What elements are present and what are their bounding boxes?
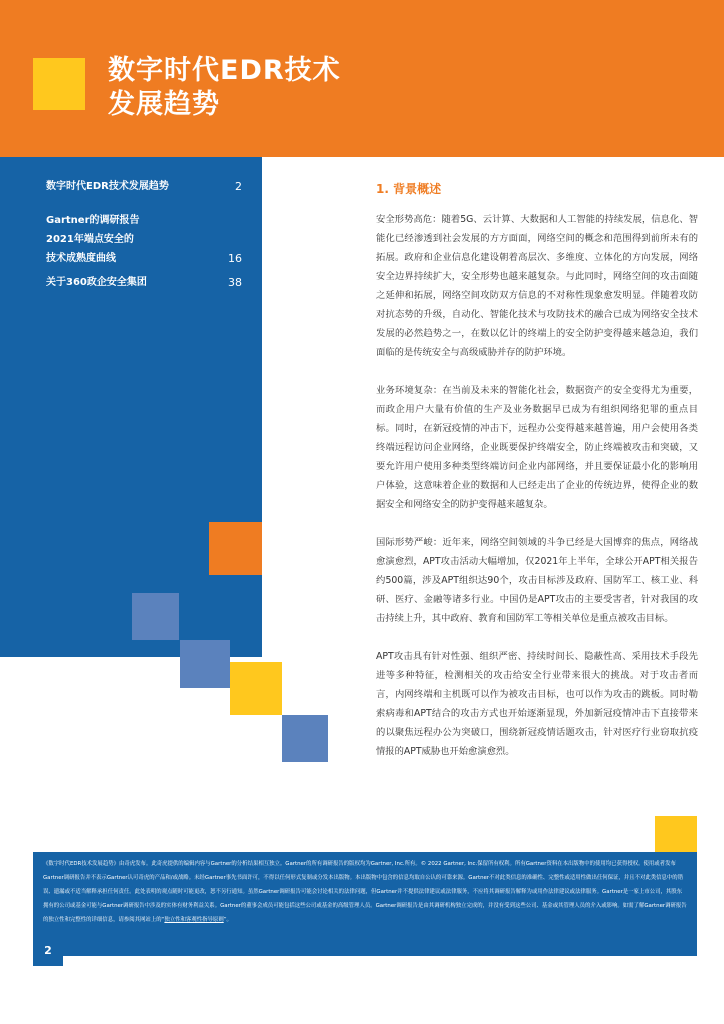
disclaimer-body: 《数字时代EDR技术发展趋势》由奇虎发布。此奇虎提供的编辑内容与Gartner的分析结果相互独立。Gartner的所有调研报告的版权均为Gartner, Inc.所有。© 2022 Gartner, Inc.保留所有权利。所有Gartner资料在本出版物中的使用均已获得授权。使用或者发布Gartner调研报告并不表示Gartner认可奇虎的产品和/或战略。未经Gartner事先书面许可，不得以任何形式复制或分发本出版物。本出版物中包含的信息均取自公认的可靠来源。Gartner不对此类信息的准确性、完整性或适用性做出任何保证，并且不对此类信息中的错误、遗漏或不适当解释承担任何责任。此处表明的观点随时可能更改，恕不另行通知。虽然Gartner调研报告可能会讨论相关的法律问题，但Gartner并不提供法律建议或法律服务，不应将其调研报告解释为或用作法律建议或法律服务。Gartner是一家上市公司，其股东拥有的公司或基金可能与Gartner调研报告中涉及的实体有财务利益关系。Gartner的董事会成员可能包括这些公司或基金的高级管理人员。Gartner调研报告是由其调研机构独立完成的，并没有受到这些公司、基金或其管理人员的介入或影响。如需了解Gartner调研报告的独立性和完整性的详细信息，请参阅其网站上的 (43, 861, 687, 923)
toc-item-label (46, 177, 242, 196)
yellow-block (230, 662, 282, 715)
paragraph: 业务环境复杂：在当前及未来的智能化社会，数据资产的安全变得尤为重要，而政企用户大量有价值的生产及业务数据早已成为有组织网络犯罪的重点目标。同时，在新冠疫情的冲击下，远程办公变得越来越普遍，用户会使用各类终端远程访问企业网络，企业既要保护终端安全，防止终端被攻击和突破，又要允许用户使用多种类型终端访问企业内部网络，并且要保证最小化的影响用户体验，这意味着企业的数据和人已经走出了企业的传统边界，使得企业的数据安全和网络安全的防护变得越来越复杂。 (376, 385, 698, 510)
light-blue-block (180, 640, 230, 688)
toc-item-about-360[interactable] (46, 273, 242, 292)
page-title (108, 54, 341, 122)
disclaimer-box (33, 852, 697, 956)
toc-page-number: 38 (228, 276, 242, 289)
toc-item-edr-trends[interactable] (46, 177, 242, 196)
toc-label-line: 2021年端点安全的 (46, 234, 134, 245)
toc-label-line: 数字时代EDR技术发展趋势 (46, 181, 169, 192)
paragraph: 安全形势高危：随着5G、云计算、大数据和人工智能的持续发展，信息化、智能化已经渗透到社会发展的方方面面，网络空间的概念和范围得到前所未有的拓展。政府和企业信息化建设朝着高层次、多维度、立体化的方向发展，网络安全边界持续扩大，安全形势也越来越复杂。与此同时，网络空间的攻击面随之延伸和拓展，网络空间攻防双方信息的不对称性现象愈发明显。伴随着攻防对抗态势的升级，自动化、智能化技术与攻防技术的融合已成为网络安全技术发展的必然趋势之一，在数以亿计的终端上的安全防护变得越来越急迫，我们面临的是传统安全与高级威胁并存的防护环境。 (376, 214, 698, 358)
orange-block (209, 522, 262, 575)
toc-item-gartner-report[interactable] (46, 211, 242, 268)
section-title: 1. 背景概述 (376, 182, 442, 196)
toc-item-label (46, 273, 242, 292)
toc-label-line: Gartner的调研报告 (46, 215, 140, 226)
table-of-contents (0, 157, 262, 657)
toc-page-number: 2 (235, 180, 242, 193)
yellow-block (655, 816, 697, 852)
toc-label-line: 关于360政企安全集团 (46, 277, 147, 288)
light-blue-block (282, 715, 328, 762)
title-line-1: 数字时代EDR技术 (108, 55, 341, 86)
disclaimer-text: 《数字时代EDR技术发展趋势》由奇虎发布。此奇虎提供的编辑内容与Gartner的分析结果相互独立。Gartner的所有调研报告的版权均为Gartner, Inc.所有。© 2022 Gartner, Inc.保留所有权利。所有Gartner资料在本出版物中的使用均已获得授权。使用或者发布Gartner调研报告并不表示Gartner认可奇虎的产品和/或战略。未经Gartner事先书面许可，不得以任何形式复制或分发本出版物。本出版物中包含的信息均取自公认的可靠来源。Gartner不对此类信息的准确性、完整性或适用性做出任何保证，并且不对此类信息中的错误、遗漏或不适当解释承担任何责任。此处表明的观点随时可能更改，恕不另行通知。虽然Gartner调研报告可能会讨论相关的法律问题，但Gartner并不提供法律建议或法律服务，不应将其调研报告解释为或用作法律建议或法律服务。Gartner是一家上市公司，其股东拥有的公司或基金可能与Gartner调研报告中涉及的实体有财务利益关系。Gartner的董事会成员可能包括这些公司或基金的高级管理人员。Gartner调研报告是由其调研机构独立完成的，并没有受到这些公司、基金或其管理人员的介入或影响。如需了解Gartner调研报告的独立性和完整性的详细信息，请参阅其网站上的“独立性和客观性指导原则”。 (43, 861, 687, 923)
paragraph: 国际形势严峻：近年来，网络空间领域的斗争已经是大国博弈的焦点，网络战愈演愈烈，APT攻击活动大幅增加，仅2021年上半年，全球公开APT相关报告约500篇，涉及APT组织达90个，攻击目标涉及政府、国防军工、核工业、科研、医疗、金融等诸多行业。中国仍是APT攻击的主要受害者，针对我国的攻击持续上升，其中政府、教育和国防军工等相关单位是重点被攻击目标。 (376, 537, 698, 624)
title-line-2: 发展趋势 (108, 89, 220, 120)
disclaimer-link[interactable]: 独立性和客观性指导原则 (164, 917, 224, 923)
yellow-square-accent (33, 58, 85, 110)
toc-item-label (46, 211, 242, 268)
light-blue-block (132, 593, 179, 640)
header-band (0, 0, 724, 157)
toc-label-line: 技术成熟度曲线 (46, 253, 116, 264)
toc-page-number: 16 (228, 252, 242, 265)
page-number: 2 (33, 936, 63, 966)
main-content (376, 180, 698, 761)
paragraph: APT攻击具有针对性强、组织严密、持续时间长、隐蔽性高、采用技术手段先进等多种特征，检测相关的攻击给安全行业带来很大的挑战。对于攻击者而言，内网终端和主机既可以作为被攻击目标，也可以作为攻击的跳板。同时勒索病毒和APT结合的攻击方式也开始逐渐显现，外加新冠疫情冲击下直接带来的以聚焦远程办公为突破口，围绕新冠疫情话题攻击，针对医疗行业窃取抗疫情报的APT威胁也开始愈演愈烈。 (376, 651, 698, 757)
